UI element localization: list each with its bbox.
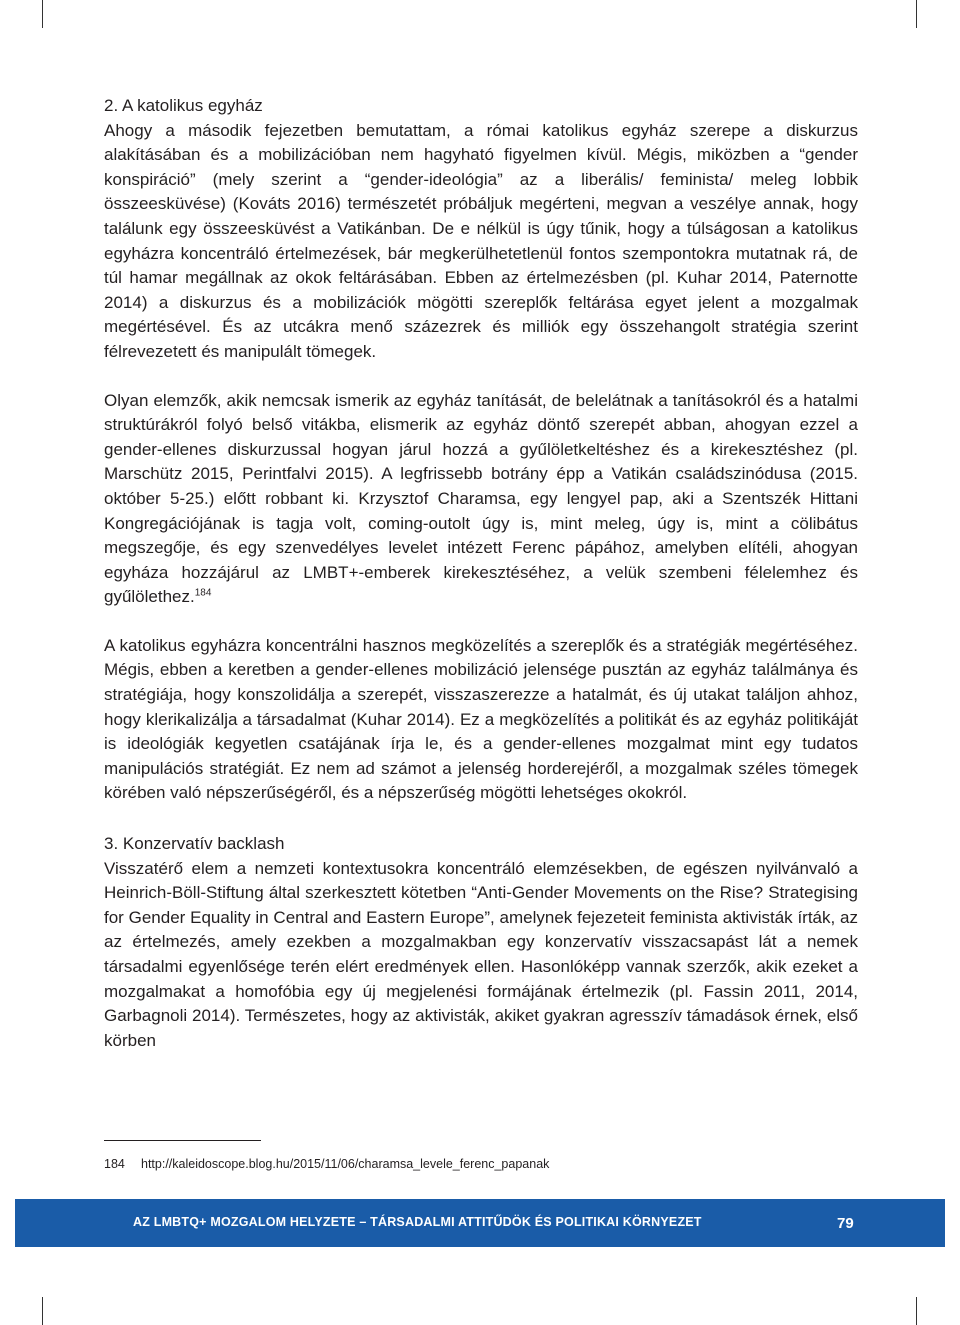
section-2-heading: 2. A katolikus egyház — [104, 96, 263, 115]
section-2-paragraph-2 — [104, 389, 858, 610]
section-2-paragraph-3: A katolikus egyházra koncentrálni hasznos megközelítés a szereplők és a stratégiák megértéséhez. Mégis, ebben a keretben a gender-ellenes mobilizáció jelensége pusztán az egyház találmánya és stratégiája, hogy konszolidálja a szerepét, visszaszerezze a hatalmát, és új utakat találjon ahhoz, hogy klerikalizálja a társadalmat (Kuhar 2014). Ez a megközelítés a politikát és az egyház politikáját is ideológiák kegyetlen csatájának írja le, és a gender-ellenes mozgalmat mint egy tudatos manipulációs stratégiát. Ez nem ad számot a jelenség horderejéről, a mozgalmak széles tömegek körében való népszerűségéről, és a népszerűség mögötti lehetséges okokról. — [104, 635, 858, 803]
section-2-paragraph-2-text: Olyan elemzők, akik nemcsak ismerik az egyház tanítását, de belelátnak a tanításokról és a hatalmi struktúrákról folyó belső vitákba, elismerik az egyház döntő szerepét abban, ahogyan ezzel a gender-ellenes diskurzussal hogyan járul hozzá a gyűlöletkeltéshez és a kirekesztéshez (pl. Marschütz 2015, Perintfalvi 2015). A legfrissebb botrány épp a Vatikán családszinódusa (2015. október 5-25.) előtt robbant ki. Krzysztof Charamsa, egy lengyel pap, aki a Szentszék Hittani Kongregációjának is tagja volt, coming-outolt úgy is, mint meleg, úgy is, mint a cölibátus megszegője, és egy szenvedélyes levelet intézett Ferenc pápához, amelyben elítéli, ahogyan egyháza hozzájárul az LMBT+-emberek kirekesztéséhez, a velük szembeni félelemhez és gyűlölethez. — [104, 390, 858, 607]
footer-band — [15, 1199, 945, 1247]
footnote-reference[interactable]: 184 — [194, 587, 212, 599]
footnote — [104, 1156, 549, 1172]
section-3-heading: 3. Konzervatív backlash — [104, 834, 285, 854]
section-2-paragraph-1: Ahogy a második fejezetben bemutattam, a római katolikus egyház szerepe a diskurzus alakításában és a mobilizációban nem hagyható figyelmen kívül. Mégis, miközben a “gender konspiráció” (mely szerint a “gender-ideológia” az a liberális/ feminista/ meleg lobbik összeesküvése) (Kováts 2016) természetét próbáljuk megérteni, megvan a veszélye annak, hogy találunk egy összeesküvést a Vatikánban. De e nélkül is úgy tűnik, hogy a túlságosan a katolikus egyházra koncentráló értelmezések, bár megkerülhetetlenül fontos szempontokra mutatnak rá, de túl hamar megállnak az okok feltárásában. Ebben az értelmezésben (pl. Kuhar 2014, Paternotte 2014) a diskurzus és a mobilizációk mögötti szereplők feltárása egyet jelent a mozgalmak megértésével. És az utcákra menő százezrek és milliók egy összehangolt stratégia szerint félrevezetett és manipulált tömegek. — [104, 120, 858, 361]
footnote-link[interactable]: http://kaleidoscope.blog.hu/2015/11/06/charamsa_levele_ferenc_papanak — [141, 1157, 550, 1171]
crop-mark-top-left — [42, 0, 43, 28]
page-number: 79 — [837, 1215, 854, 1232]
footnote-divider — [104, 1140, 261, 1141]
crop-mark-top-right — [916, 0, 917, 28]
footnote-number: 184 — [104, 1157, 125, 1171]
crop-mark-bottom-right — [916, 1297, 917, 1325]
footer-title: AZ LMBTQ+ MOZGALOM HELYZETE – TÁRSADALMI ATTITŰDÖK ÉS POLITIKAI KÖRNYEZET — [133, 1215, 702, 1229]
crop-mark-bottom-left — [42, 1297, 43, 1325]
body-text — [104, 94, 858, 1053]
section-3-paragraph-1: Visszatérő elem a nemzeti kontextusokra koncentráló elemzésekben, de egészen nyilvánvaló a Heinrich-Böll-Stiftung által szerkesztett kötetben “Anti-Gender Movements on the Rise? Strategising for Gender Equality in Central and Eastern Europe”, amelynek fejezeteit feminista aktivisták írták, az az értelmezés, amely ezekben a mozgalmakban egy konzervatív visszacsapást lát a nemek társadalmi egyenlősége terén elért eredmények ellen. Hasonlóképp vannak szerzők, akik ezeket a mozgalmakat a homofóbia egy új megjelenési formájának értelmezik (pl. Fassin 2011, 2014, Garbagnoli 2014). Természetes, hogy az aktivisták, akiket gyakran agresszív támadások érnek, első körben — [104, 858, 858, 1050]
